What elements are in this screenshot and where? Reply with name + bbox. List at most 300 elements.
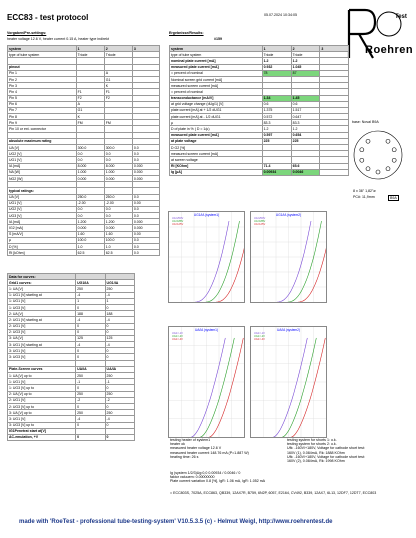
row-label: 2: UG1 [V] starting at <box>8 317 76 323</box>
curve-series <box>283 338 317 437</box>
row-label: UG2 [V] <box>8 206 77 212</box>
note-line: 160V (1), 0.084mA, Rk: 1888 KOhm <box>287 450 345 455</box>
curve-series <box>292 338 326 437</box>
cell-value: 0 <box>76 385 105 391</box>
legend-entry: UG1=-2V <box>172 335 183 338</box>
cell-value: 8.000 <box>76 163 104 169</box>
specs-table <box>7 45 160 256</box>
socket-pin <box>360 158 364 162</box>
cell-value: 250 <box>76 286 105 292</box>
cell-value: 0.0 <box>132 206 159 212</box>
row-label: AC-emulation, +V <box>8 434 76 440</box>
legend-entry: UA=188V <box>172 220 184 223</box>
cell-value: 0.647 <box>291 114 320 120</box>
socket-pin <box>360 148 364 152</box>
heater-notes <box>170 438 249 459</box>
chart-ua-ia-system1 <box>168 326 245 438</box>
cell-value: UG1/IA <box>105 280 134 286</box>
cell-value: -2 <box>105 397 134 403</box>
row-label: Pin 5 <box>8 95 77 101</box>
cell-value: 225 <box>262 138 291 144</box>
cell-value: 188 <box>105 311 134 317</box>
row-label: absolute maximum rating <box>8 138 77 144</box>
cell-value: 65.6 <box>291 163 320 169</box>
cell-value: 1.375 <box>262 107 291 113</box>
socket-pin <box>392 158 396 162</box>
cell-value: Triode <box>291 52 320 58</box>
cell-value: 0 <box>76 304 105 310</box>
row-label: = percent of nominal <box>170 89 263 95</box>
socket-pin <box>366 167 370 171</box>
chart-title: UA/IA (system2) <box>276 328 301 332</box>
cell-value: 0.0 <box>104 206 132 212</box>
cell-value: 250.0 <box>76 194 104 200</box>
cell-value: 300.0 <box>104 145 132 151</box>
cell-value: 0.0 <box>132 194 159 200</box>
row-label: Nominal screen grid current [mA] <box>170 76 263 82</box>
cell-value: 300.0 <box>76 145 104 151</box>
row-label: 2: UG3 [V] <box>8 329 76 335</box>
cell-value: F2 <box>76 95 104 101</box>
cell-value: 0 <box>76 434 105 440</box>
legend-entry: UA=250V <box>172 217 184 220</box>
legend-entry: UG1=-1V <box>172 332 183 335</box>
row-label: 1: UA [V] <box>8 286 76 292</box>
cell-value: 0.000 <box>132 225 159 231</box>
socket-label: base: Noval B9A <box>352 120 379 124</box>
cell-value: F1 <box>76 89 104 95</box>
cell-value: 3 <box>132 46 159 52</box>
cell-value: 0.000 <box>132 219 159 225</box>
row-label: IA [mA] <box>8 219 77 225</box>
cell-value: 250 <box>105 410 134 416</box>
cell-value: 0.0 <box>104 151 132 157</box>
cell-value: 0.00934 <box>262 169 291 175</box>
row-label: UA [V] <box>8 145 77 151</box>
socket-code: B9A <box>390 196 397 200</box>
timestamp: 05.07.2024 10:34:05 <box>264 13 297 17</box>
cell-value: 0 <box>105 354 134 360</box>
cell-value: 0.0 <box>132 213 159 219</box>
row-label: 2: UA [V] up to <box>8 391 76 397</box>
row-label: 2: UA [V] <box>8 311 76 317</box>
cell-value: F2 <box>104 95 132 101</box>
row-label: Grid1 curves: <box>8 280 76 286</box>
row-label: nominal plate current [mA] <box>170 58 263 64</box>
row-label: Ri [KOhm] <box>170 163 263 169</box>
results-table <box>169 45 349 176</box>
row-label: type of tube system <box>8 52 77 58</box>
chart-title: UG1/IA (system2) <box>275 213 302 217</box>
cell-value: 0.000 <box>76 175 104 181</box>
curve-series <box>288 221 322 302</box>
curve-series <box>210 338 244 437</box>
row-label: 1: UG3 [V] <box>8 304 76 310</box>
cell-value: -4 <box>105 416 134 422</box>
shorts-notes <box>287 438 365 463</box>
row-label: µ <box>170 120 263 126</box>
cell-value: 1 <box>76 46 104 52</box>
row-label: 3: UA [V] up to <box>8 410 76 416</box>
cell-value: UA/IA <box>76 366 105 372</box>
row-label: pinout <box>8 64 77 70</box>
row-label: measured plate current [mA] <box>170 132 263 138</box>
cell-value: 0.00 <box>132 231 159 237</box>
row-label: at screen voltage <box>170 157 263 163</box>
cell-value: 0 <box>76 403 105 409</box>
row-label: Pin 7 <box>8 107 77 113</box>
cell-value: 0.654 <box>291 132 320 138</box>
cell-value: 250 <box>105 391 134 397</box>
curve-series <box>192 338 226 437</box>
cell-value: 71.4 <box>262 163 291 169</box>
cell-value: 0 <box>105 434 134 440</box>
cell-value: A <box>104 70 132 76</box>
cell-value: 0.0 <box>132 250 159 256</box>
cell-value: 1.000 <box>76 169 104 175</box>
note-line: 160V (2), 0.084mA, Rk: 1998 KOhm <box>287 459 345 464</box>
cell-value: 0.0 <box>132 244 159 250</box>
curve-series <box>201 338 235 437</box>
cell-value: -4 <box>76 416 105 422</box>
cell-value: 1.200 <box>104 219 132 225</box>
row-label: 3: UG3 [V] <box>8 354 76 360</box>
cell-value: -4 <box>76 342 105 348</box>
legend-entry: UA=250V <box>254 217 266 220</box>
cell-value: 250 <box>76 410 105 416</box>
cell-value: 0 <box>76 323 105 329</box>
cell-value: 0.0 <box>76 206 104 212</box>
cell-value: 83.3 <box>291 120 320 126</box>
cell-value: Triode <box>262 52 291 58</box>
row-label: type of tube system <box>170 52 263 58</box>
cell-value: 250 <box>105 286 134 292</box>
cell-value: 0.932 <box>262 64 291 70</box>
table-row <box>8 434 135 440</box>
note-line: measured heater current 148.76 mA (P=1.887 W) <box>170 450 249 455</box>
row-label: D [%] <box>8 244 77 250</box>
cell-value: -4 <box>105 317 134 323</box>
row-label: 2: UG1 [V] <box>8 323 76 329</box>
socket-pin <box>386 139 390 143</box>
cell-value: 1.2 <box>262 126 291 132</box>
cell-value: -1 <box>105 379 134 385</box>
cell-value: 0 <box>105 304 134 310</box>
row-label: IG1Penetrat start at[V] <box>8 428 76 434</box>
cell-value: -2.00 <box>104 200 132 206</box>
row-label: 3: UG1 [V] <box>8 348 76 354</box>
cell-value <box>320 169 349 175</box>
cell-value: 0.000 <box>132 175 159 181</box>
footer-credit: made with 'RoeTest - professional tube-testing-system' V10.5.3.5 (c) - Helmut Weigl, http://www.roehrentest.de <box>19 519 333 525</box>
socket-pin <box>386 167 390 171</box>
logo-side-text: Test <box>395 14 407 20</box>
chart-legend <box>254 217 265 226</box>
serial-number: #159 <box>214 37 222 41</box>
row-label: UG1 [V] <box>8 157 77 163</box>
chart-title: UA/IA (system1) <box>194 328 219 332</box>
cell-value: 1.45 <box>291 95 320 101</box>
chart-legend <box>254 332 265 341</box>
note-line: faktor valuuem: 0.00000000 <box>170 475 215 480</box>
row-label: NG2 [W] <box>8 175 77 181</box>
note-line: measured heater voltage 12.6 V <box>170 446 222 451</box>
cell-value: 2 <box>291 46 320 52</box>
cell-value: 83.3 <box>262 120 291 126</box>
row-label: measured plate current [mA] <box>170 64 263 70</box>
cell-value: FM <box>104 120 132 126</box>
note-line: testing system for shorts 2: o.k. <box>287 442 337 447</box>
cell-value: 1 <box>76 298 105 304</box>
socket-pin <box>366 139 370 143</box>
cell-value: 87 <box>291 70 320 76</box>
legend-entry: UG1=-4V <box>254 338 265 341</box>
cell-value: 0.6 <box>262 101 291 107</box>
cell-value: Triode <box>76 52 104 58</box>
socket-dims-b: PC#: 11,9mm <box>353 195 375 199</box>
cell-value: 250 <box>76 391 105 397</box>
row-label: 2: UG1 [V] <box>8 397 76 403</box>
cell-value: 0 <box>105 385 134 391</box>
brand-logo <box>345 4 414 62</box>
cell-value: 0.0 <box>104 157 132 163</box>
cell-value: 0.000 <box>104 225 132 231</box>
chart-title: UG1/IA (system1) <box>193 213 220 217</box>
cell-value: 1.0 <box>104 244 132 250</box>
table-row <box>8 250 160 256</box>
row-label: NA [W] <box>8 169 77 175</box>
cell-value: 1.2 <box>262 58 291 64</box>
row-label: D of plate in % ( D = 1/µ) <box>170 126 263 132</box>
table-row <box>170 169 349 175</box>
curve-series <box>277 221 311 302</box>
cell-value: 2 <box>104 46 132 52</box>
row-label: 1: UG3 [V] up to <box>8 385 76 391</box>
page-title: ECC83 - test protocol <box>7 13 89 22</box>
cell-value: 1.0 <box>76 244 104 250</box>
cell-value: 1.517 <box>291 107 320 113</box>
row-label: Pin 9 <box>8 120 77 126</box>
leakage-notes <box>170 471 265 484</box>
note-line: testing system for shorts 1: o.k. <box>287 438 337 442</box>
row-label: UA [V] <box>8 194 77 200</box>
legend-entry: UA=125V <box>254 223 266 226</box>
cell-value: -4 <box>105 292 134 298</box>
cell-value: -1 <box>76 379 105 385</box>
cell-value: -2.00 <box>76 200 104 206</box>
cell-value: 0 <box>105 329 134 335</box>
row-label: Pin 3 <box>8 83 77 89</box>
chart-legend <box>172 217 183 226</box>
curves-table <box>7 273 135 441</box>
cell-value: 250.0 <box>104 194 132 200</box>
cell-value: 250 <box>105 373 134 379</box>
cell-value: 0.000 <box>76 225 104 231</box>
row-label: Pin 10 or ext. connector <box>8 126 77 132</box>
logo-text: Roehren <box>365 44 414 56</box>
row-label: UG2 [V] <box>8 151 77 157</box>
cell-value: 0.0 <box>76 213 104 219</box>
cell-value: 0.000 <box>132 169 159 175</box>
cell-value: 0.572 <box>262 114 291 120</box>
socket-dims-a: 8 x 36" 1,82"ø <box>353 189 376 193</box>
note-line: Ufk: -160V/+180V, Voltage for cathode short test: <box>287 454 365 459</box>
note-line: Ig (system 1/2/3)Ug:0,0 0.00934 / 0.0046 / 0 <box>170 471 241 475</box>
row-label: 2: UG3 [V] up to <box>8 403 76 409</box>
row-label: UG3 [V] <box>8 213 77 219</box>
row-label: 3: UA [V] <box>8 335 76 341</box>
row-label: D G2 [%] <box>170 145 263 151</box>
note-line: Ufk: -160V/+180V, Voltage for cathode short test: <box>287 446 365 451</box>
cell-value: 1 <box>262 46 291 52</box>
cell-value: -4 <box>76 317 105 323</box>
row-label: Pin 8 <box>8 114 77 120</box>
cell-value: -4 <box>105 342 134 348</box>
cell-value: 1.60 <box>104 231 132 237</box>
row-label: = percent of nominal <box>170 70 263 76</box>
row-label: 3: UG3 [V] up to <box>8 422 76 428</box>
row-label: plate current [mA] at + 1/2 dUG1 <box>170 107 263 113</box>
row-label: 3: UG1 [V] starting at <box>8 342 76 348</box>
row-label: Data for curves: <box>8 274 76 280</box>
cell-value: 1.60 <box>76 231 104 237</box>
cell-value: -2 <box>76 397 105 403</box>
cell-value: 0.0 <box>132 145 159 151</box>
cell-value: 1.34 <box>262 95 291 101</box>
row-label: at plate voltage <box>170 138 263 144</box>
cell-value: 0.0046 <box>291 169 320 175</box>
row-label: Pin 2 <box>8 76 77 82</box>
row-label: Pin 4 <box>8 89 77 95</box>
row-label: 1: UG1 [V] <box>8 298 76 304</box>
cell-value: 62.5 <box>104 250 132 256</box>
cell-value: FM <box>76 120 104 126</box>
legend-entry: UA=188V <box>254 220 266 223</box>
row-label: Ig [µA] <box>170 169 263 175</box>
cell-value: Triode <box>104 52 132 58</box>
row-label: 3: UG1 [V] <box>8 416 76 422</box>
row-label: measured screen current [mA] <box>170 151 263 157</box>
cell-value: K <box>76 114 104 120</box>
row-label: µ <box>8 237 77 243</box>
socket-pin <box>392 148 396 152</box>
note-line: Plate current variation 0.8 [%], IgR: 1.06 mA, IgR: 1.052 mA <box>170 479 266 484</box>
cell-value: UG1/IA <box>76 280 105 286</box>
cell-value: 0.0 <box>104 213 132 219</box>
curve-series <box>274 338 308 437</box>
row-label: plate current [mA] at - 1/2 dUG1 <box>170 114 263 120</box>
cell-value: 0.0 <box>76 151 104 157</box>
cell-value: -4 <box>76 292 105 298</box>
cell-value: 100.0 <box>104 237 132 243</box>
cell-value: A <box>76 101 104 107</box>
cell-value: G1 <box>76 107 104 113</box>
cell-value: 1.200 <box>76 219 104 225</box>
row-label: Ri [kOhm] <box>8 250 77 256</box>
cell-value: 0.000 <box>132 163 159 169</box>
prerequisites-text: heater voltage 12.6 V, heater current 0.15 A, heater type indirekt <box>7 37 109 41</box>
legend-entry: UG1=-4V <box>172 338 183 341</box>
row-label: system <box>8 46 77 52</box>
cell-value: 1.000 <box>104 169 132 175</box>
legend-entry: UG1=-1V <box>254 332 265 335</box>
row-label: IG2 [mA] <box>8 225 77 231</box>
cell-value: 3 <box>320 46 349 52</box>
cell-value: 0 <box>105 348 134 354</box>
legend-entry: UG1=-2V <box>254 335 265 338</box>
note-line: heater ok <box>170 442 185 447</box>
cell-value: 0 <box>105 323 134 329</box>
cell-value: 0.0 <box>76 157 104 163</box>
cell-value: 225 <box>291 138 320 144</box>
cell-value: 0.00 <box>132 200 159 206</box>
cell-value: 0 <box>76 354 105 360</box>
row-label: 1: UA [V] up to <box>8 373 76 379</box>
chart-ua-ia-system2 <box>250 326 327 438</box>
cell-value: 0 <box>76 329 105 335</box>
cell-value: K <box>104 83 132 89</box>
curve-series <box>206 221 240 302</box>
cell-value: 0.0 <box>132 237 159 243</box>
cell-value: 100.0 <box>76 237 104 243</box>
cell-value: 1.2 <box>291 126 320 132</box>
row-label: IA [mA] <box>8 163 77 169</box>
cell-value: 0 <box>76 348 105 354</box>
cell-value: 0.000 <box>104 175 132 181</box>
cell-value: 62.5 <box>76 250 104 256</box>
curve-series <box>195 221 229 302</box>
cell-value: 78 <box>262 70 291 76</box>
cell-value: 0 <box>105 403 134 409</box>
cell-value: 0.6 <box>291 101 320 107</box>
chart-ug1-ia-system2 <box>250 211 327 303</box>
cell-value: 1.045 <box>291 64 320 70</box>
note-line: testing heater of system1 <box>170 438 211 442</box>
row-label: at grid voltage change (dUg/1) [V] <box>170 101 263 107</box>
cell-value: G1 <box>104 76 132 82</box>
cell-value: 0.0 <box>132 151 159 157</box>
row-label: measured screen current [mA] <box>170 83 263 89</box>
results-label: Ergebnisse/Results: <box>169 31 204 35</box>
cell-value: 1 <box>105 298 134 304</box>
row-label: S [mA/V] <box>8 231 77 237</box>
prerequisites-label: Vorgaben/Pre-settings: <box>7 31 47 35</box>
cell-value: 8.000 <box>104 163 132 169</box>
row-label: Pin 1 <box>8 70 77 76</box>
row-label: system <box>170 46 263 52</box>
socket-diagram <box>351 128 405 182</box>
cell-value: 0 <box>76 422 105 428</box>
cell-value: UA/IA <box>105 366 134 372</box>
equivalent-tubes: = ECC803S, 7025A, ECC863, QB339, 12AX7R, B759, 6N2P, 6057, E2164, CV492, B339, 12AX7, 6L13, 12DF7, 12DT7, ECC803 <box>170 491 377 495</box>
cell-value: 125 <box>76 335 105 341</box>
row-label: typical ratings: <box>8 188 77 194</box>
cell-value: 0.597 <box>262 132 291 138</box>
legend-entry: UA=125V <box>172 223 184 226</box>
socket-pin <box>376 170 380 174</box>
cell-value: 250 <box>76 373 105 379</box>
cell-value: 0.0 <box>132 157 159 163</box>
cell-value: F1 <box>104 89 132 95</box>
row-label: Plate-Screen curves <box>8 366 76 372</box>
cell-value: 0 <box>105 422 134 428</box>
row-label: 1: UG1 [V] starting at <box>8 292 76 298</box>
row-label: UG1 [V] <box>8 200 77 206</box>
row-label: transconductance [mA/V] <box>170 95 263 101</box>
cell-value: 1.2 <box>291 58 320 64</box>
chart-legend <box>172 332 183 341</box>
row-label: Pin 6 <box>8 101 77 107</box>
